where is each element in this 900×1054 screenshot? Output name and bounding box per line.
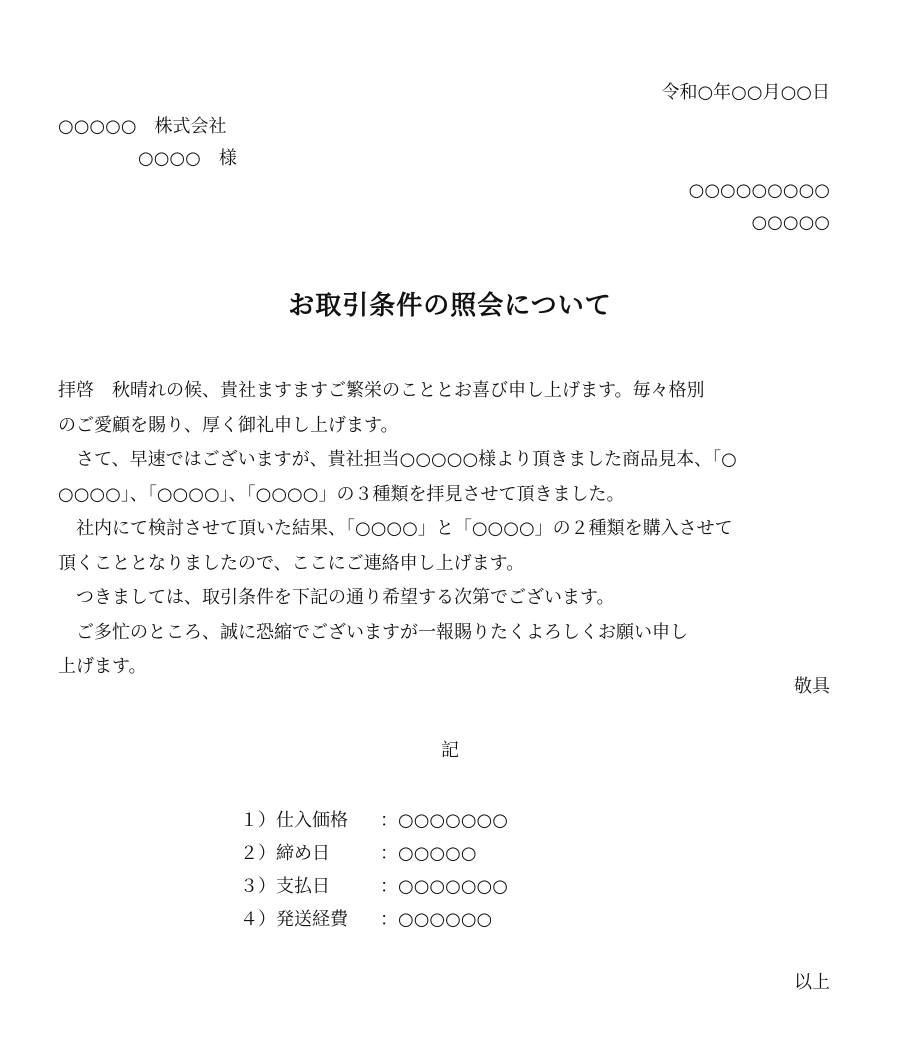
body-line: 拝啓 秋晴れの候、貴社ますますご繁栄のこととお喜び申し上げます。毎々格別 xyxy=(58,380,705,401)
ki-heading: 記 xyxy=(441,740,459,761)
body-line: つきましては、取引条件を下記の通り希望する次第でございます。 xyxy=(58,587,615,608)
recipient-company: ○○○○○ 株式会社 xyxy=(58,116,227,137)
body-line: 頂くこととなりましたので、ここにご連絡申し上げます。 xyxy=(58,552,525,574)
sender-name: ○○○○○ xyxy=(751,212,830,233)
condition-row xyxy=(240,903,508,936)
body-line: のご愛顧を賜り、厚く御礼申し上げます。 xyxy=(58,414,399,436)
condition-value: ：○○○○○ xyxy=(380,843,477,864)
condition-label: ２）締め日 xyxy=(240,843,330,864)
condition-label: ４）発送経費 xyxy=(240,909,348,930)
sender-company: ○○○○○○○○○ xyxy=(688,180,830,201)
letter-date: 令和○年○○月○○日 xyxy=(661,82,830,103)
condition-label: ３）支払日 xyxy=(240,876,330,897)
body-line: ○○○○」、「○○○○」、「○○○○」の３種類を拝見させて頂きました。 xyxy=(58,483,625,505)
condition-value: ：○○○○○○○ xyxy=(380,876,508,897)
body-line: 社内にて検討させて頂いた結果、「○○○○」と「○○○○」の２種類を購入させて xyxy=(58,518,733,539)
body-line: ご多忙のところ、誠に恐縮でございますが一報賜りたくよろしくお願い申し xyxy=(58,621,688,643)
condition-row xyxy=(240,804,508,837)
closing-keigu: 敬具 xyxy=(794,676,830,697)
condition-row xyxy=(240,870,508,903)
recipient-name: ○○○○ 様 xyxy=(138,148,237,169)
condition-value: ：○○○○○○ xyxy=(380,909,493,930)
conditions-list xyxy=(240,804,508,936)
letter-body xyxy=(58,374,838,685)
condition-row xyxy=(240,837,508,870)
body-line: 上げます。 xyxy=(58,656,147,677)
letter-title: お取引条件の照会について xyxy=(288,291,612,321)
closing-ijo: 以上 xyxy=(794,972,830,993)
condition-value: ：○○○○○○○ xyxy=(380,810,508,831)
condition-label: １）仕入価格 xyxy=(240,810,348,831)
body-line: さて、早速ではございますが、貴社担当○○○○○様より頂きました商品見本、「○ xyxy=(58,449,737,470)
